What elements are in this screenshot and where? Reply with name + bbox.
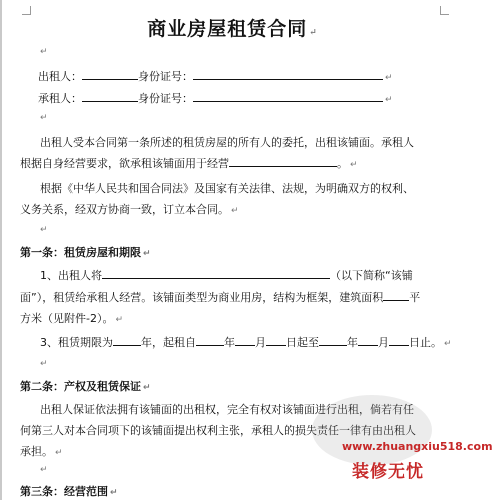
end-day-blank: [389, 334, 409, 346]
article2-line1: 出租人保证依法拥有该铺面的出租权，完全有权对该铺面进行出租，倘若有任: [40, 403, 414, 416]
paragraph-mark: ↵: [143, 249, 151, 259]
lessee-label: 承租人：: [38, 92, 82, 105]
article2-line2: 何第三人对本合同项下的该铺面提出权利主张，承租人的损失责任一律有由出租人: [20, 424, 416, 437]
lessor-line: [38, 68, 393, 84]
watermark-site: www.zhuangxiu518.com: [342, 440, 493, 453]
intro-p1-line1: 出租人受本合同第一条所述的租赁房屋的所有人的委托，出租该铺面。承租人: [40, 136, 414, 149]
paragraph-mark: ↵: [40, 465, 48, 475]
document-title-text: 商业房屋租赁合同: [147, 18, 308, 40]
article1-heading-text: 第一条：租赁房屋和期限: [20, 246, 141, 259]
article1-line4: [40, 334, 452, 350]
intro-p2-line2: [20, 201, 239, 217]
end-label: 日止。: [409, 336, 442, 349]
article2-heading: [20, 378, 151, 394]
lessee-id-blank: [193, 90, 383, 102]
article1-l3-text: 方米（见附件-2）。: [20, 312, 114, 325]
article2-l3-text: 承担。: [20, 445, 53, 458]
paragraph-mark: ↵: [55, 448, 63, 458]
article1-l2-end: 平: [409, 291, 421, 304]
article3-heading: [20, 483, 118, 499]
lessee-id-label: 身份证号：: [138, 92, 193, 105]
paragraph-mark: ↵: [110, 488, 118, 498]
paragraph-mark: ↵: [231, 206, 239, 216]
paragraph-mark: ↵: [40, 359, 48, 369]
lease-years-blank: [113, 334, 141, 346]
paragraph-mark: ↵: [444, 339, 452, 349]
lessee-name-blank: [82, 90, 138, 102]
empty-line: [38, 222, 48, 235]
floor-area-blank: [383, 289, 409, 301]
end-year-blank: [319, 334, 347, 346]
intro-p1-end: 。: [337, 157, 348, 170]
lessee-line: [38, 90, 393, 106]
article1-heading: [20, 244, 151, 260]
paragraph-mark: ↵: [40, 47, 48, 57]
start-year-blank: [196, 334, 224, 346]
document-title: [0, 14, 465, 41]
paragraph-mark: ↵: [40, 113, 48, 123]
month-label: 月: [378, 336, 389, 349]
paragraph-mark: ↵: [115, 315, 124, 325]
month-label: 月: [255, 336, 266, 349]
article1-line1: [40, 267, 413, 283]
article1-l2-text: 面”），租赁给承租人经营。该铺面类型为商业用房，结构为框架，建筑面积: [20, 291, 384, 304]
lessor-id-blank: [193, 68, 383, 80]
empty-line: [38, 110, 48, 123]
paragraph-mark: ↵: [143, 383, 151, 393]
start-from-label: 年，起租自: [141, 336, 196, 349]
business-use-blank: [229, 155, 337, 167]
article1-l1-text: 1、出租人将: [40, 269, 102, 282]
lessor-label: 出租人：: [38, 70, 82, 83]
year-label: 年: [224, 336, 235, 349]
until-label: 日起至: [286, 336, 319, 349]
end-month-blank: [358, 334, 378, 346]
start-month-blank: [235, 334, 255, 346]
watermark-shadow: [312, 395, 432, 465]
intro-p2-line1: 根据《中华人民共和国合同法》及国家有关法律、法规，为明确双方的权利、: [40, 182, 414, 195]
paragraph-mark: ↵: [385, 95, 393, 105]
paragraph-mark: ↵: [385, 73, 393, 83]
paragraph-mark: ↵: [40, 225, 48, 235]
start-day-blank: [266, 334, 286, 346]
empty-line: [38, 462, 48, 475]
intro-p1-text: 根据自身经营要求，欲承租该铺面用于经营: [20, 157, 229, 170]
empty-line: [38, 44, 48, 57]
lessor-id-label: 身份证号：: [138, 70, 193, 83]
article3-heading-text: 第三条：经营范围: [20, 485, 108, 498]
paragraph-mark: ↵: [309, 28, 318, 38]
paragraph-mark: ↵: [350, 160, 358, 170]
empty-line: [38, 356, 48, 369]
intro-p1-line2: [20, 155, 358, 171]
property-address-blank: [102, 267, 330, 279]
watermark-brand: 装修无忧: [352, 462, 424, 482]
article1-line2: [20, 289, 420, 305]
article1-line3: [20, 310, 123, 326]
lessor-name-blank: [82, 68, 138, 80]
year-label: 年: [347, 336, 358, 349]
article2-line3: [20, 443, 63, 459]
article2-heading-text: 第二条：产权及租赁保证: [20, 380, 141, 393]
article1-l1-end: （以下简称“该铺: [330, 269, 413, 282]
lease-term-label: 3、租赁期限为: [40, 336, 113, 349]
intro-p2-text: 义务关系，经双方协商一致，订立本合同。: [20, 203, 229, 216]
